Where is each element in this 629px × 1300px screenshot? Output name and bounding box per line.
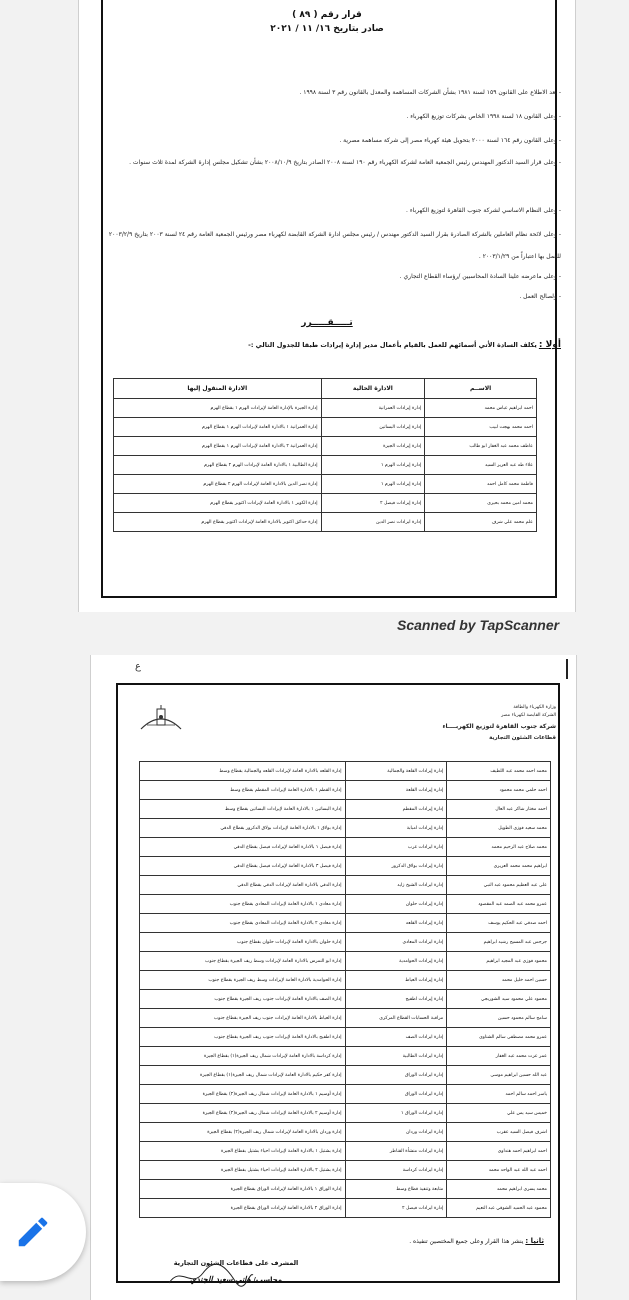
new-department-cell: إدارة العمرانية ٢ بالادارة العامة لإيرادات الهرم ١ بقطاع الهرم bbox=[114, 437, 322, 456]
pencil-icon bbox=[14, 1213, 52, 1251]
employee-name-cell: محمد امين محمد بحيري bbox=[425, 494, 537, 513]
current-department-cell: إدارة إيرادات اطفيح bbox=[345, 990, 447, 1009]
table-row bbox=[114, 437, 537, 456]
table-row bbox=[114, 399, 537, 418]
table-row bbox=[140, 1047, 551, 1066]
second-clause bbox=[151, 1237, 544, 1245]
new-department-cell: إدارة الجيزة بالإدارة العامة لإيرادات الهرم ١ بقطاع الهرم bbox=[114, 399, 322, 418]
current-department-cell: إدارة ايرادات فيصل ٢ bbox=[345, 1199, 447, 1218]
decides-heading: تـــــقـــــرر bbox=[301, 318, 353, 328]
employee-name-cell: عاطف محمد عبد الغفار ابو طالب bbox=[425, 437, 537, 456]
new-department-cell: إدارة كرداسة بالادارة العامة لإيرادات شمال ريف الجيزة(١) بقطاع الجيزة bbox=[140, 1047, 346, 1066]
current-department-cell: إدارة ايرادات الطالبية bbox=[345, 1047, 447, 1066]
current-department-cell: إدارة ايرادات كرداسة bbox=[345, 1161, 447, 1180]
new-department-cell: إدارة وردان بالادارة العامة لإيرادات شمال ريف الجيزة(٢) بقطاع الجيزة bbox=[140, 1123, 346, 1142]
current-department-cell: إدارة إيرادات بولاق الدكرور bbox=[345, 857, 447, 876]
table-row bbox=[140, 819, 551, 838]
signature-title: محاسب/ bbox=[253, 1276, 283, 1284]
table-row bbox=[140, 1085, 551, 1104]
current-department-cell: إدارة ايرادات الوراق bbox=[345, 1066, 447, 1085]
new-department-cell: إدارة الصف بالادارة العامة لإيرادات جنوب ريف الجيزة بقطاع جنوب bbox=[140, 990, 346, 1009]
table-row bbox=[114, 513, 537, 532]
employee-name-cell: عمرو محمد عبد الصمد عبد المقصود bbox=[447, 895, 551, 914]
signature-name: هاني سعيد الجندي bbox=[189, 1275, 251, 1284]
table-row bbox=[114, 418, 537, 437]
signature-scribble-icon bbox=[165, 1261, 255, 1291]
preamble-item: - وعلى النظام الاساسي لشركة جنوب القاهرة لتوزيع الكهرباء . bbox=[93, 206, 561, 216]
employee-name-cell: عبد الله حسين ابراهيم موسى bbox=[447, 1066, 551, 1085]
preamble-item: - وعلى قرار السيد الدكتور المهندس رئيس الجمعية العامة لشركة الكهرباء رقم ١٩٠ لسنة ٢٠٠٨ الصادر بتاريخ ٢٠٠٨/١٠/٩ بشأن تشكيل مجلس إدارة الشركة لمدة ثلاث سنوات . bbox=[93, 152, 561, 174]
new-department-cell: إدارة اطفيح بالادارة العامة لإيرادات جنوب ريف الجيزة بقطاع جنوب bbox=[140, 1028, 346, 1047]
first-clause bbox=[93, 340, 561, 350]
employee-name-cell: اشرف فيصل السيد عقرب bbox=[447, 1123, 551, 1142]
table-row bbox=[140, 952, 551, 971]
table-row bbox=[140, 1066, 551, 1085]
employee-name-cell: عمر عزت محمد عبد الغفار bbox=[447, 1047, 551, 1066]
new-department-cell: إدارة حدائق اكتوبر بالادارة العامة لإيرادات اكتوبر بقطاع الهرم bbox=[114, 513, 322, 532]
new-department-cell: إدارة الحوامدية بالادارة العامة لإيرادات وسط ريف الجيزة بقطاع جنوب bbox=[140, 971, 346, 990]
new-department-cell: إدارة العمرانية ١ بالادارة العامة لإيرادات الهرم ١ بقطاع الهرم bbox=[114, 418, 322, 437]
employee-name-cell: احمد محمد بهجت لبيب bbox=[425, 418, 537, 437]
company-logo-icon bbox=[137, 703, 185, 733]
employee-name-cell: خميس سيد يس علي bbox=[447, 1104, 551, 1123]
table-row bbox=[140, 1180, 551, 1199]
table-row bbox=[140, 990, 551, 1009]
new-department-cell: إدارة العياط بالادارة العامة لإيرادات جنوب ريف الجيزة بقطاع جنوب bbox=[140, 1009, 346, 1028]
new-department-cell: إدارة معادي ٢ بالادارة العامة لإيرادات المعادي بقطاع جنوب bbox=[140, 914, 346, 933]
holding-company-name: الشركة القابضة لكهرباء مصر bbox=[501, 713, 556, 718]
scanned-page-2 bbox=[90, 655, 577, 1300]
employee-name-cell: فاطمة محمد كامل احمد bbox=[425, 475, 537, 494]
current-department-cell: إدارة ايرادات الصف bbox=[345, 1028, 447, 1047]
current-department-cell: إدارة ايرادات الوراق ١ bbox=[345, 1104, 447, 1123]
table-row bbox=[114, 475, 537, 494]
table-1-body bbox=[114, 399, 537, 532]
employee-name-cell: احمد مختار شاكر عبد العال bbox=[447, 800, 551, 819]
new-department-cell: إدارة بشتيل ١ بالادارة العامة لإيرادات احياء بشتيل بقطاع الجيزة bbox=[140, 1142, 346, 1161]
table-row bbox=[114, 494, 537, 513]
table-row bbox=[140, 800, 551, 819]
employee-name-cell: محمد احمد محمد عبد اللطيف bbox=[447, 762, 551, 781]
second-clause-label: ثانيا : bbox=[525, 1237, 544, 1245]
column-header-current: الادارة الحالية bbox=[321, 379, 425, 399]
new-department-cell: إدارة الوراق ١ بالادارة العامة لإيرادات الوراق بقطاع الجيزة bbox=[140, 1180, 346, 1199]
employee-name-cell: ياسر احمد سالم احمد bbox=[447, 1085, 551, 1104]
decision-title: قرار رقم ( ٨٩ ) bbox=[292, 10, 362, 20]
current-department-cell: إدارة إيرادات المقطم bbox=[345, 800, 447, 819]
employee-name-cell: محمود عبد الحميد الشوقي عبد النعيم bbox=[447, 1199, 551, 1218]
employee-name-cell: احمد ابراهيم احمد هنداوي bbox=[447, 1142, 551, 1161]
current-department-cell: إدارة إيرادات امبابة bbox=[345, 819, 447, 838]
preamble-item: - وعلى ماعرضه علينا السادة المحاسبين /رؤساء القطاع التجاري . bbox=[93, 272, 561, 282]
employee-name-cell: احمد عبد الله عبد الواحد محمد bbox=[447, 1161, 551, 1180]
current-department-cell: إدارة إيرادات القلعة bbox=[345, 781, 447, 800]
signature-role: المشرف على قطاعات الشئون التجارية bbox=[173, 1259, 299, 1267]
preamble-item: - بعد الاطلاع على القانون ١٥٩ لسنة ١٩٨١ بشأن الشركات المساهمة والمعدل بالقانون رقم ٣ لسنة ١٩٩٨ . bbox=[93, 88, 561, 98]
current-department-cell: إدارة ايرادات وردان bbox=[345, 1123, 447, 1142]
preamble-item: - وعلى القانون رقم ١٦٤ لسنة ٢٠٠٠ بتحويل هيئة كهرباء مصر إلى شركة مساهمة مصرية . bbox=[93, 136, 561, 146]
assignment-table-2 bbox=[139, 761, 551, 1218]
column-header-name: الاســم bbox=[425, 379, 537, 399]
employee-name-cell: حسين احمد خليل محمد bbox=[447, 971, 551, 990]
current-department-cell: إدارة إيرادات حلوان bbox=[345, 895, 447, 914]
current-department-cell: إدارة ايرادات الشيخ زايد bbox=[345, 876, 447, 895]
table-row bbox=[140, 1028, 551, 1047]
current-department-cell: إدارة إيرادات الحوامدية bbox=[345, 952, 447, 971]
table-row bbox=[140, 933, 551, 952]
employee-name-cell: على عبد العظيم محمود عبد النبي bbox=[447, 876, 551, 895]
current-department-cell: مراقبة الحسابات القطاع المركزي bbox=[345, 1009, 447, 1028]
employee-name-cell: محمد يسري ابراهيم محمد bbox=[447, 1180, 551, 1199]
scanned-page-1 bbox=[78, 0, 576, 612]
company-name: شركة جنوب القاهرة لتوزيع الكهربــــاء bbox=[442, 723, 556, 730]
preamble-item: - وعلى القانون ١٨ لسنة ١٩٩٨ الخاص بشركات توزيع الكهرباء . bbox=[93, 112, 561, 122]
table-row bbox=[140, 838, 551, 857]
employee-name-cell: محمود علي محمود سيد الشوربجي bbox=[447, 990, 551, 1009]
first-clause-text: يكلف السادة الأتي أسمائهم للعمل بالقيام بأعمال مدير إدارة إيرادات طبقا للجدول التالي :- bbox=[248, 341, 537, 349]
table-row bbox=[140, 1199, 551, 1218]
current-department-cell: إدارة ايرادات منشأة القناطر bbox=[345, 1142, 447, 1161]
new-department-cell: إدارة البساتين ١ بالادارة العامة لإيرادات البساتين بقطاع وسط bbox=[140, 800, 346, 819]
table-row bbox=[140, 1104, 551, 1123]
employee-name-cell: احمد صدقي عبد الحكيم يوسف bbox=[447, 914, 551, 933]
current-department-cell: إدارة ايرادات غرب bbox=[345, 838, 447, 857]
current-department-cell: إدارة إيرادات العياط bbox=[345, 971, 447, 990]
current-department-cell: إدارة إيرادات فيصل ٢ bbox=[321, 494, 425, 513]
second-clause-text: ينشر هذا القرار وعلى جميع المختصين تنفيذه . bbox=[409, 1238, 524, 1245]
new-department-cell: إدارة القطم ١ بالادارة العامة لإيرادات المقطم بقطاع وسط bbox=[140, 781, 346, 800]
new-department-cell: إدارة كفر حكيم بالادارة العامة لإيرادات شمال ريف الجيزة(١) بقطاع الجيزة bbox=[140, 1066, 346, 1085]
preamble-item: - ولصالح العمل . bbox=[93, 292, 561, 302]
table-2-body bbox=[140, 762, 551, 1218]
current-department-cell: إدارة إيرادات العمرانية bbox=[321, 399, 425, 418]
new-department-cell: إدارة الدقي بالادارة العامة لإيرادات الدقي بقطاع الدقي bbox=[140, 876, 346, 895]
sector-name: قطاعات الشئون التجارية bbox=[489, 735, 556, 741]
current-department-cell: إدارة إيرادات القلعة والجمالية bbox=[345, 762, 447, 781]
decision-date: صادر بتاريخ ١٦/ ١١ / ٢٠٢١ bbox=[270, 24, 384, 34]
table-row bbox=[140, 762, 551, 781]
preamble-item: - وعلى لائحة نظام العاملين بالشركة الصادرة بقرار السيد الدكتور مهندس / رئيس مجلس ادارة الشركة القابضة لكهرباء مصر ورئيس الجمعية العامة رقم ٢٤ لسنة ٢٠٠٣ بتاريخ ٢٠٠٣/٢/٩ للعمل بها اعتباراً من ٢٠٠٣/١/٢٩ . bbox=[93, 224, 561, 268]
new-department-cell: إدارة الوراق ٢ بالادارة العامة لإيرادات الوراق بقطاع الجيزة bbox=[140, 1199, 346, 1218]
employee-name-cell: محمد سعيد فوزي الطويل bbox=[447, 819, 551, 838]
current-department-cell: متابعة وتنفيذ قطاع وسط bbox=[345, 1180, 447, 1199]
employee-name-cell: سامح سالم محمود حسين bbox=[447, 1009, 551, 1028]
ministry-name: وزارة الكهرباء والطاقة bbox=[513, 705, 556, 710]
scan-edge-mark bbox=[566, 659, 568, 679]
scanner-watermark: Scanned by TapScanner bbox=[397, 617, 560, 633]
employee-name-cell: ابراهيم محمد محمد العزيزي bbox=[447, 857, 551, 876]
employee-name-cell: محمود فوزي عبد المجيد ابراهيم bbox=[447, 952, 551, 971]
table-row bbox=[140, 1161, 551, 1180]
current-department-cell: إدارة إيرادات الهرم ١ bbox=[321, 475, 425, 494]
new-department-cell: إدارة معادي ١ بالادارة العامة لإيرادات المعادي بقطاع جنوب bbox=[140, 895, 346, 914]
employee-name-cell: جرجس عبد المسيح رشيد ابراهيم bbox=[447, 933, 551, 952]
employee-name-cell: محمد صلاح عبد الرحيم محمد bbox=[447, 838, 551, 857]
table-row bbox=[114, 456, 537, 475]
table-row bbox=[140, 876, 551, 895]
new-department-cell: إدارة أوسيم ٢ بالادارة العامة لإيرادات شمال ريف الجيزة(٢) بقطاع الجيزة bbox=[140, 1104, 346, 1123]
table-row bbox=[140, 1123, 551, 1142]
table-row bbox=[140, 857, 551, 876]
current-department-cell: إدارة إيرادات الجيزة bbox=[321, 437, 425, 456]
first-clause-label: أولا : bbox=[538, 340, 561, 350]
new-department-cell: إدارة أوسيم ١ بالادارة العامة لإيرادات شمال ريف الجيزة(٢) بقطاع الجيزة bbox=[140, 1085, 346, 1104]
employee-name-cell: احمد حلمي محمد محمود bbox=[447, 781, 551, 800]
new-department-cell: إدارة حلوان بالادارة العامة لإيرادات حلوان بقطاع جنوب bbox=[140, 933, 346, 952]
new-department-cell: إدارة ابو النمرس بالادارة العامة لإيرادات وسط ريف الجيزة بقطاع جنوب bbox=[140, 952, 346, 971]
employee-name-cell: احمد ابراهيم عباس محمد bbox=[425, 399, 537, 418]
current-department-cell: إدارة ايرادات نصر الدين bbox=[321, 513, 425, 532]
new-department-cell: إدارة بولاق ١ بالادارة العامة لإيرادات بولاق الدكرور بقطاع الدقي bbox=[140, 819, 346, 838]
new-department-cell: إدارة فيصل ٣ بالادارة العامة لإيرادات فيصل بقطاع الدقي bbox=[140, 857, 346, 876]
new-department-cell: إدارة فيصل ١ بالادارة العامة لإيرادات فيصل بقطاع الدقي bbox=[140, 838, 346, 857]
table-row bbox=[140, 895, 551, 914]
table-row bbox=[140, 781, 551, 800]
employee-name-cell: عمرو محمد مصطفى سالم الشناوي bbox=[447, 1028, 551, 1047]
ink-mark: ع bbox=[135, 661, 141, 672]
employee-name-cell: علاء طه عبد العزيز السيد bbox=[425, 456, 537, 475]
current-department-cell: إدارة إيرادات القلعه bbox=[345, 914, 447, 933]
assignment-table-1 bbox=[113, 378, 537, 532]
table-row bbox=[140, 914, 551, 933]
new-department-cell: إدارة بشتيل ٢ بالادارة العامة لإيرادات احياء بشتيل بقطاع الجيزة bbox=[140, 1161, 346, 1180]
current-department-cell: إدارة ايرادات الوراق bbox=[345, 1085, 447, 1104]
new-department-cell: إدارة الكوبر ١ بالادارة العامة لإيرادات اكتوبر بقطاع الهرم bbox=[114, 494, 322, 513]
column-header-new: الادارة المنقول إليها bbox=[114, 379, 322, 399]
employee-name-cell: علم محمد علي شرف bbox=[425, 513, 537, 532]
table-row bbox=[140, 1142, 551, 1161]
current-department-cell: إدارة ايرادات المعادي bbox=[345, 933, 447, 952]
new-department-cell: إدارة الطالبية ١ بالادارة العامة لإيرادات الهرم ٢ بقطاع الهرم bbox=[114, 456, 322, 475]
edit-button[interactable] bbox=[0, 1183, 86, 1281]
new-department-cell: إدارة نصر الدين بالادارة العامة لإيرادات الهرم ٢ بقطاع الهرم bbox=[114, 475, 322, 494]
new-department-cell: إدارة القلعه بالادارة العامة لإيرادات القلعه والجمالية بقطاع وسط bbox=[140, 762, 346, 781]
table-row bbox=[140, 971, 551, 990]
table-row bbox=[140, 1009, 551, 1028]
current-department-cell: إدارة إيرادات البساتين bbox=[321, 418, 425, 437]
current-department-cell: إدارة إيرادات الهرم ١ bbox=[321, 456, 425, 475]
